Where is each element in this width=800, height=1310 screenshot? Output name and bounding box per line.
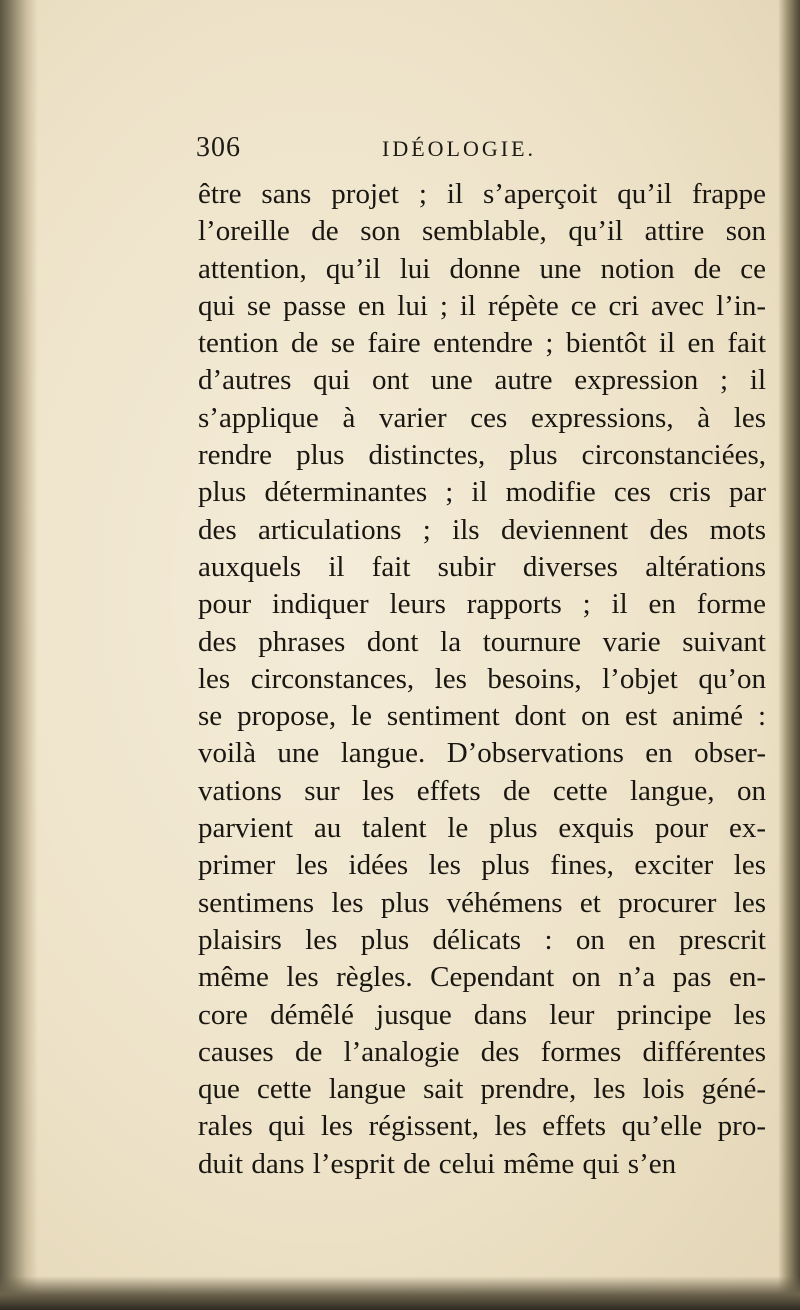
text-line: s’applique à varier ces expressions, à les — [198, 401, 766, 434]
text-line: attention, qu’il lui donne une notion de ce — [198, 252, 766, 285]
bottom-shadow — [0, 1276, 800, 1310]
text-line: des phrases dont la tournure varie suivant — [198, 625, 766, 658]
text-line: causes de l’analogie des formes différentes — [198, 1035, 766, 1068]
body-text — [198, 176, 766, 1183]
text-line: tention de se faire entendre ; bientôt il en fait — [198, 327, 766, 360]
text-line: auxquels il fait subir diverses altérations — [198, 550, 766, 583]
text-line: parvient au talent le plus exquis pour ex- — [198, 812, 766, 845]
text-line: sentimens les plus véhémens et procurer les — [198, 886, 766, 919]
text-line: core démêlé jusque dans leur principe les — [198, 998, 766, 1031]
text-line: duit dans l’esprit de celui même qui s’en — [198, 1147, 677, 1180]
text-line: des articulations ; ils deviennent des mots — [198, 513, 766, 546]
page-number: 306 — [196, 132, 241, 163]
binding-shadow — [0, 0, 38, 1310]
text-line: pour indiquer leurs rapports ; il en forme — [198, 588, 766, 621]
text-line: vations sur les effets de cette langue, on — [198, 774, 766, 807]
text-line: se propose, le sentiment dont on est animé : — [198, 700, 766, 733]
text-line: voilà une langue. D’observations en obser- — [198, 737, 766, 770]
text-line: même les règles. Cependant on n’a pas en- — [198, 961, 766, 994]
text-line: rendre plus distinctes, plus circonstanciées, — [198, 439, 766, 472]
next-page-edge — [778, 0, 800, 1310]
running-title: IDÉOLOGIE. — [382, 136, 537, 161]
text-line: être sans projet ; il s’aperçoit qu’il frappe — [198, 178, 766, 210]
page-header — [196, 132, 756, 172]
text-line: l’oreille de son semblable, qu’il attire son — [198, 215, 766, 248]
text-line: que cette langue sait prendre, les lois géné- — [198, 1073, 766, 1106]
text-line: d’autres qui ont une autre expression ; il — [198, 364, 766, 397]
text-line: primer les idées les plus fines, exciter les — [198, 849, 766, 882]
text-line: les circonstances, les besoins, l’objet qu’on — [198, 662, 766, 695]
text-line: plus déterminantes ; il modifie ces cris par — [198, 476, 766, 509]
text-line: rales qui les régissent, les effets qu’elle pro- — [198, 1110, 766, 1143]
text-line: plaisirs les plus délicats : on en prescrit — [198, 923, 766, 956]
text-line: qui se passe en lui ; il répète ce cri avec l’in- — [198, 289, 766, 322]
